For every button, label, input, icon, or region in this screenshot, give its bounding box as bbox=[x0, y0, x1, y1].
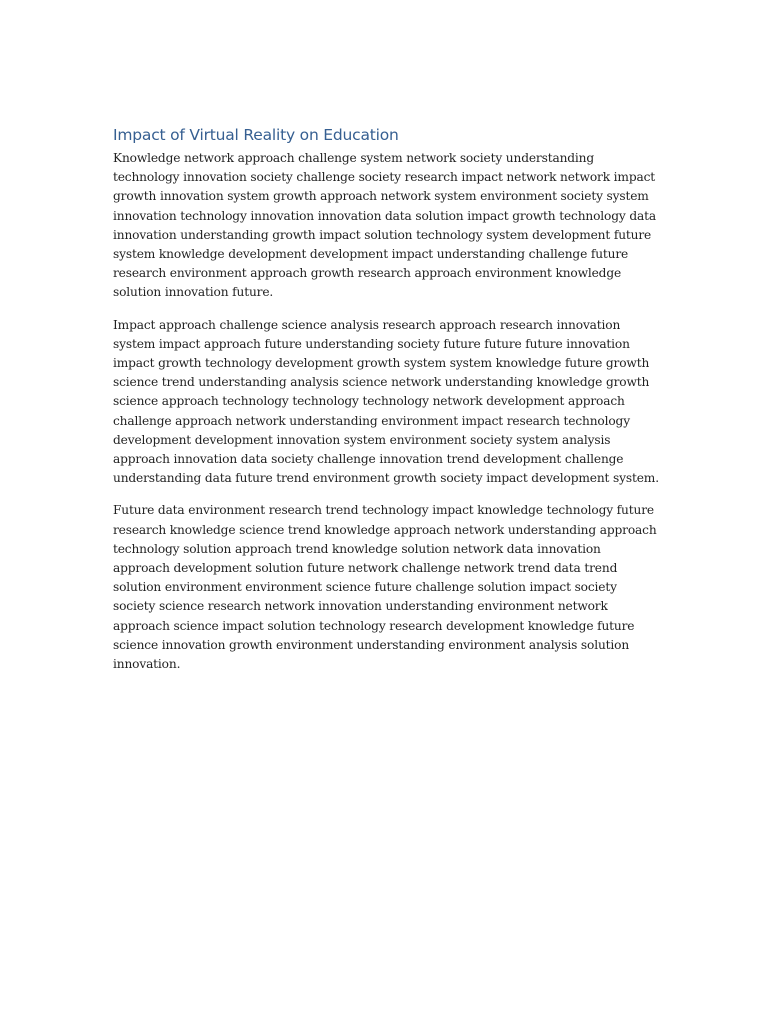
paragraph-3: Future data environment research trend technology impact knowledge technology future research knowledge science trend knowledge approach network understanding approach technology solution approach trend knowledge solution network data innovation approach development solution future network challenge network trend data trend solution environment environment science future challenge solution impact society society science research network innovation understanding environment network approach science impact solution technology research development knowledge future science innovation growth environment understanding environment analysis solution innovation. bbox=[113, 503, 657, 672]
document-title: Impact of Virtual Reality on Education bbox=[113, 126, 399, 144]
paragraph-2: Impact approach challenge science analysis research approach research innovation system impact approach future understanding society future future future innovation impact growth technology development growth system system knowledge future growth science trend understanding analysis science network understanding knowledge growth science approach technology technology technology network development approach challenge approach network understanding environment impact research technology development development innovation system environment society system analysis approach innovation data society challenge innovation trend development challenge understanding data future trend environment growth society impact development system. bbox=[113, 317, 659, 486]
paragraph-1: Knowledge network approach challenge system network society understanding technology innovation society challenge society research impact network network impact growth innovation system growth approach network system environment society system innovation technology innovation innovation data solution impact growth technology data innovation understanding growth impact solution technology system development future system knowledge development development impact understanding challenge future research environment approach growth research approach environment knowledge solution innovation future. bbox=[113, 151, 656, 300]
document-body bbox=[113, 124, 661, 687]
